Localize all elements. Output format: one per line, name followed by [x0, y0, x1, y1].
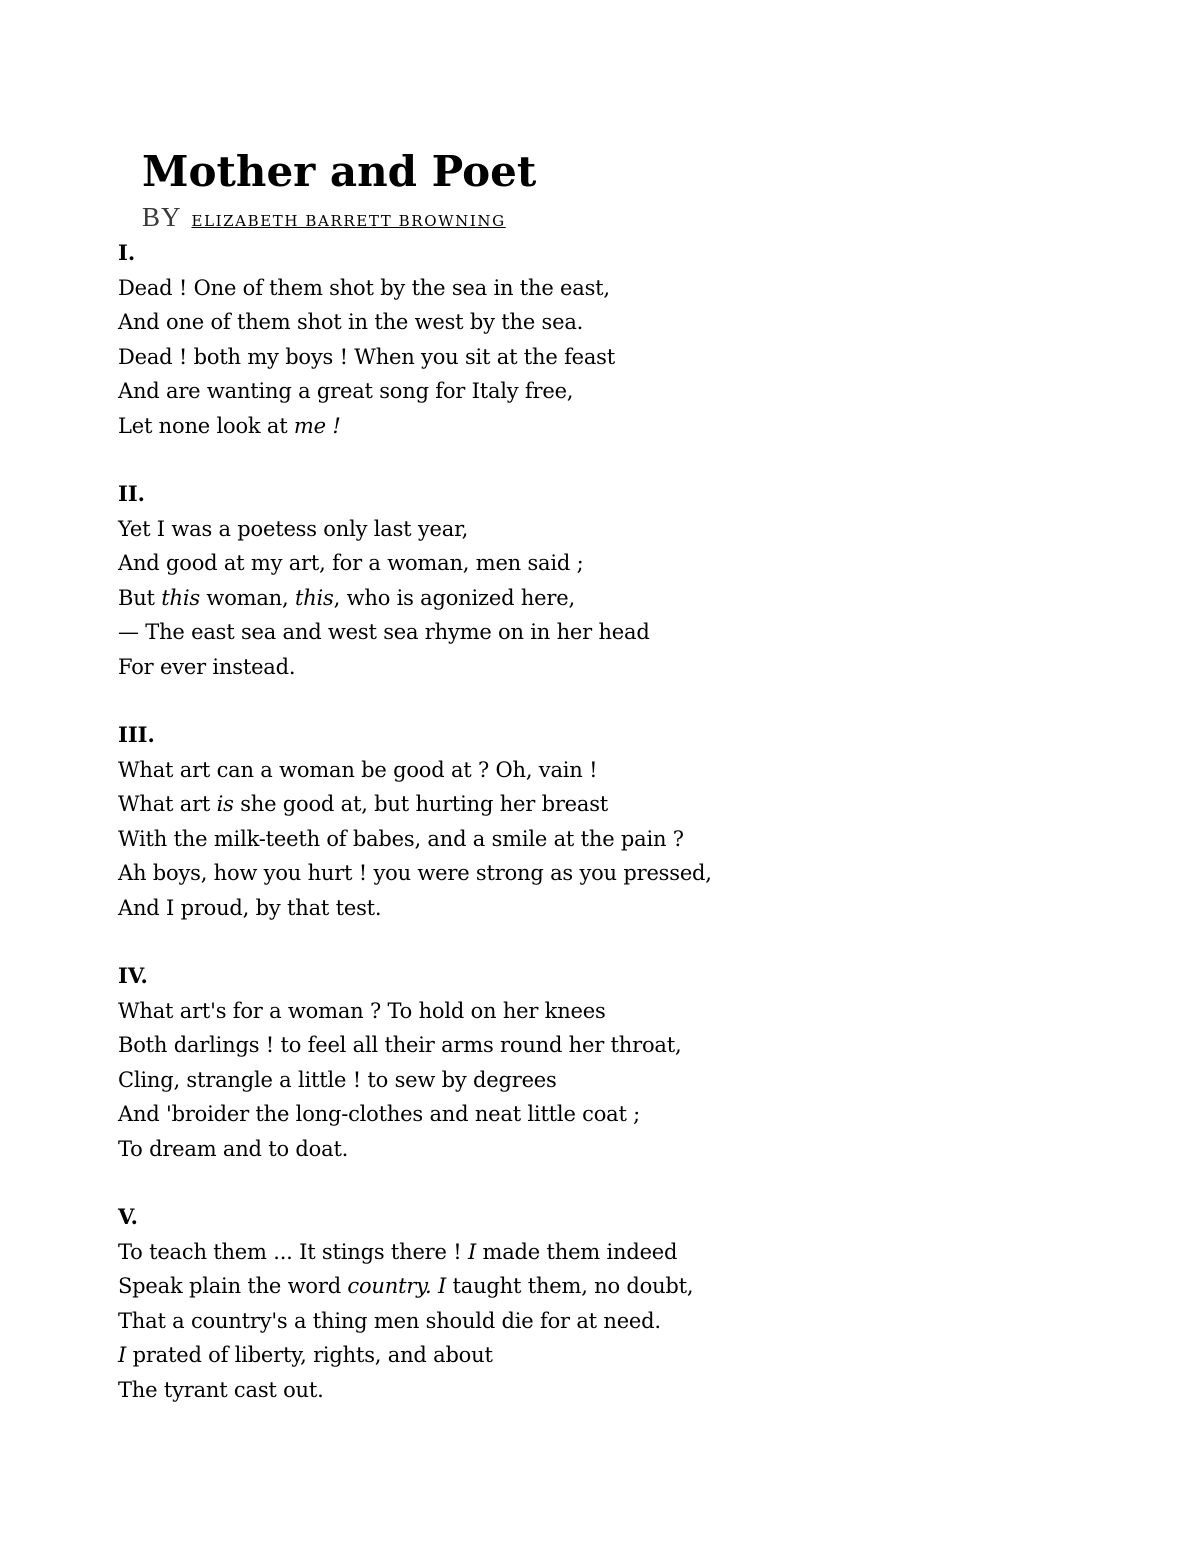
poem-line: For ever instead.: [118, 654, 296, 679]
stanza-numeral: II.: [118, 481, 145, 506]
poem-line: — The east sea and west sea rhyme on in her head: [118, 620, 650, 645]
line-text: she good at, but hurting her breast: [233, 792, 609, 817]
line-text: woman,: [199, 585, 295, 610]
stanza: [118, 236, 615, 444]
poem-line: And are wanting a great song for Italy free,: [118, 379, 574, 404]
poem-line: Ah boys, how you hurt ! you were strong as you pressed,: [118, 861, 712, 886]
line-text: But: [118, 585, 162, 610]
line-text: prated of liberty, rights, and about: [126, 1343, 493, 1368]
poem-title: Mother and Poet: [142, 147, 537, 196]
emphasis-text: I: [118, 1343, 127, 1368]
emphasis-text: this: [294, 585, 334, 610]
poem-line: [118, 581, 650, 616]
line-text: Let none look at: [118, 413, 294, 438]
line-text: , who is agonized here,: [333, 585, 575, 610]
line-text: Speak plain the word: [118, 1274, 348, 1299]
stanza-numeral: IV.: [118, 963, 148, 988]
author-link[interactable]: ELIZABETH BARRETT BROWNING: [191, 212, 506, 230]
emphasis-text: me !: [293, 413, 341, 438]
poem-line: Dead ! both my boys ! When you sit at the feast: [118, 344, 615, 369]
poem-line: To dream and to doat.: [118, 1136, 349, 1161]
poem-line: What art's for a woman ? To hold on her knees: [118, 998, 606, 1023]
stanza: [118, 1200, 693, 1408]
stanza: [118, 959, 681, 1167]
line-text: To teach them ... It stings there !: [118, 1239, 468, 1264]
poem-line: Yet I was a poetess only last year,: [118, 516, 469, 541]
poem-line: That a country's a thing men should die for at need.: [118, 1308, 661, 1333]
line-text: made them indeed: [476, 1239, 678, 1264]
poem-line: With the milk-teeth of babes, and a smile at the pain ?: [118, 826, 684, 851]
poem-line: [118, 1338, 693, 1373]
line-text: taught them, no doubt,: [446, 1274, 694, 1299]
emphasis-text: is: [216, 792, 234, 817]
line-text: What art: [118, 792, 217, 817]
stanza: [118, 477, 650, 685]
emphasis-text: this: [161, 585, 200, 610]
poem-line: Dead ! One of them shot by the sea in the east,: [118, 275, 610, 300]
byline: [142, 199, 506, 239]
poem-line: [118, 787, 712, 822]
stanza-numeral: I.: [118, 240, 136, 265]
poem-line: And 'broider the long-clothes and neat little coat ;: [118, 1102, 641, 1127]
poem-line: And one of them shot in the west by the sea.: [118, 310, 584, 335]
emphasis-text: country. I: [347, 1274, 447, 1299]
stanza-numeral: V.: [118, 1204, 138, 1229]
stanza: [118, 718, 712, 926]
poem-line: Both darlings ! to feel all their arms round her throat,: [118, 1033, 682, 1058]
byline-by: BY: [142, 202, 182, 232]
poem-line: [118, 1269, 693, 1304]
poem-line: [118, 1235, 693, 1270]
poem-line: [118, 409, 615, 444]
poem-line: The tyrant cast out.: [118, 1377, 324, 1402]
poem-line: And I proud, by that test.: [118, 895, 382, 920]
poem-line: Cling, strangle a little ! to sew by degrees: [118, 1067, 557, 1092]
emphasis-text: I: [467, 1239, 477, 1264]
poem-line: And good at my art, for a woman, men said ;: [118, 551, 584, 576]
poem-line: What art can a woman be good at ? Oh, vain !: [118, 757, 598, 782]
stanza-numeral: III.: [118, 722, 155, 747]
